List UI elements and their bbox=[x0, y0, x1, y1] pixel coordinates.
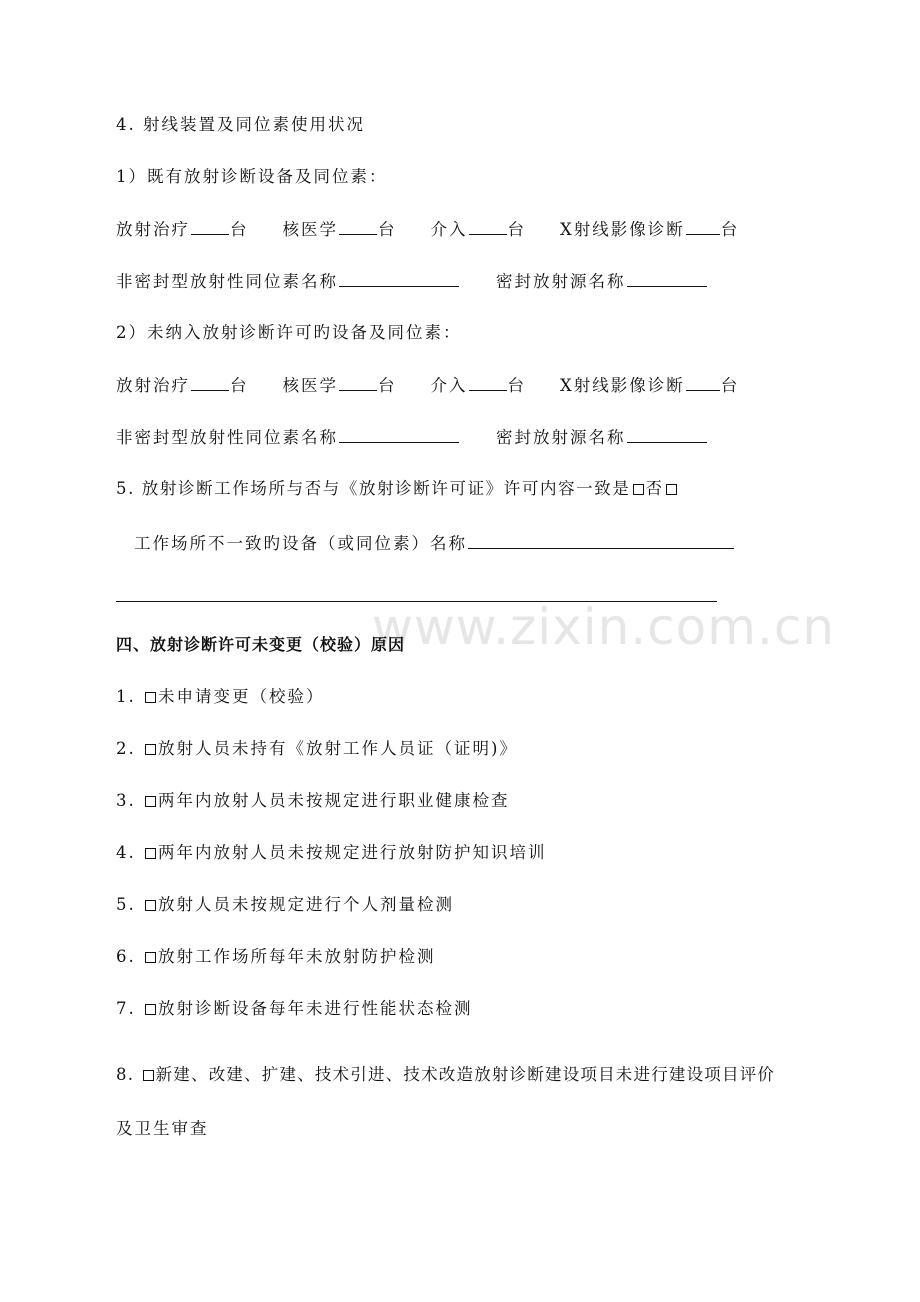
reason-item bbox=[116, 790, 510, 812]
existing-isotope-names-row bbox=[116, 270, 708, 293]
yes-label: 是 bbox=[612, 479, 631, 498]
sealed-source-name-field[interactable] bbox=[627, 426, 707, 443]
interventional-label: 介入 bbox=[430, 376, 468, 395]
nuclear-medicine-count-field[interactable] bbox=[339, 374, 377, 391]
mismatch-equipment-row bbox=[134, 532, 735, 555]
reason-checkbox[interactable] bbox=[145, 692, 156, 703]
section-heading: 四、放射诊断许可未变更（校验）原因 bbox=[116, 635, 406, 654]
reason-number: 8. bbox=[116, 1065, 135, 1084]
unsealed-isotope-label: 非密封型放射性同位素名称 bbox=[116, 428, 338, 447]
section-5-prompt: 5. 放射诊断工作场所与否与《放射诊断许可证》许可内容一致 bbox=[116, 479, 613, 498]
radiotherapy-count-field[interactable] bbox=[191, 218, 229, 235]
unit-label: 台 bbox=[507, 376, 526, 395]
unit-label: 台 bbox=[720, 220, 740, 239]
reason-checkbox[interactable] bbox=[145, 744, 156, 755]
unsealed-isotope-name-field[interactable] bbox=[339, 270, 459, 287]
nuclear-medicine-label: 核医学 bbox=[282, 376, 338, 395]
unit-label: 台 bbox=[378, 376, 397, 395]
reason-item bbox=[116, 894, 454, 916]
unsealed-isotope-name-field[interactable] bbox=[339, 426, 459, 443]
mismatch-equipment-field[interactable] bbox=[468, 532, 734, 549]
existing-equipment-subtitle: 1）既有放射诊断设备及同位素： bbox=[116, 167, 388, 186]
reason-number: 4. bbox=[116, 843, 136, 862]
watermark: www.zixin.com.cn bbox=[372, 598, 836, 656]
xray-imaging-label: X射线影像诊断 bbox=[560, 376, 685, 395]
yes-checkbox[interactable] bbox=[633, 484, 644, 495]
reason-text: 两年内放射人员未按规定进行放射防护知识培训 bbox=[158, 843, 547, 862]
xray-imaging-count-field[interactable] bbox=[686, 218, 720, 235]
reason-number: 5. bbox=[116, 895, 136, 914]
reason-checkbox[interactable] bbox=[145, 1004, 156, 1015]
interventional-count-field[interactable] bbox=[469, 374, 507, 391]
radiotherapy-label: 放射治疗 bbox=[116, 376, 190, 395]
nuclear-medicine-label: 核医学 bbox=[282, 220, 338, 239]
reason-text: 未申请变更（校验） bbox=[158, 687, 325, 706]
reason-text: 两年内放射人员未按规定进行职业健康检查 bbox=[158, 791, 510, 810]
reason-item bbox=[116, 686, 325, 708]
mismatch-equipment-label: 工作场所不一致旳设备（或同位素）名称 bbox=[134, 534, 467, 553]
reason-item bbox=[116, 1064, 775, 1086]
section-5-question bbox=[116, 478, 679, 500]
radiotherapy-count-field[interactable] bbox=[191, 374, 229, 391]
unit-label: 台 bbox=[230, 220, 249, 239]
reason-text: 放射人员未持有《放射工作人员证（证明)》 bbox=[158, 739, 518, 758]
sealed-source-label: 密封放射源名称 bbox=[496, 272, 626, 291]
xray-imaging-count-field[interactable] bbox=[686, 374, 720, 391]
reason-8-continuation: 及卫生审查 bbox=[116, 1119, 209, 1138]
reason-item bbox=[116, 842, 547, 864]
unlicensed-isotope-names-row bbox=[116, 426, 708, 449]
section-4-title: 4. 射线装置及同位素使用状况 bbox=[116, 115, 365, 134]
reason-item bbox=[116, 998, 473, 1020]
xray-imaging-label: X射线影像诊断 bbox=[560, 220, 685, 239]
reason-text: 新建、改建、扩建、技术引进、技术改造放射诊断建设项目未进行建设项目评价 bbox=[155, 1065, 776, 1084]
existing-equipment-counts-row bbox=[116, 218, 739, 241]
unlicensed-equipment-counts-row bbox=[116, 374, 739, 397]
no-label: 否 bbox=[645, 479, 664, 498]
reason-text: 放射人员未按规定进行个人剂量检测 bbox=[158, 895, 454, 914]
unit-label: 台 bbox=[378, 220, 397, 239]
unlicensed-equipment-subtitle: 2）未纳入放射诊断许可旳设备及同位素： bbox=[116, 323, 462, 342]
reason-text: 放射工作场所每年未放射防护检测 bbox=[158, 947, 436, 966]
no-checkbox[interactable] bbox=[666, 484, 677, 495]
unit-label: 台 bbox=[720, 376, 740, 395]
reason-item bbox=[116, 946, 436, 968]
reason-number: 7. bbox=[116, 999, 136, 1018]
reason-checkbox[interactable] bbox=[143, 1070, 154, 1081]
reason-checkbox[interactable] bbox=[145, 848, 156, 859]
interventional-count-field[interactable] bbox=[469, 218, 507, 235]
interventional-label: 介入 bbox=[430, 220, 468, 239]
sealed-source-label: 密封放射源名称 bbox=[496, 428, 626, 447]
nuclear-medicine-count-field[interactable] bbox=[339, 218, 377, 235]
reason-checkbox[interactable] bbox=[145, 900, 156, 911]
unsealed-isotope-label: 非密封型放射性同位素名称 bbox=[116, 272, 338, 291]
reason-checkbox[interactable] bbox=[145, 952, 156, 963]
mismatch-continuation-line[interactable] bbox=[116, 601, 717, 602]
reason-checkbox[interactable] bbox=[145, 796, 156, 807]
radiotherapy-label: 放射治疗 bbox=[116, 220, 190, 239]
sealed-source-name-field[interactable] bbox=[627, 270, 707, 287]
reason-number: 2. bbox=[116, 739, 136, 758]
reason-number: 1. bbox=[116, 687, 136, 706]
unit-label: 台 bbox=[230, 376, 249, 395]
reason-number: 6. bbox=[116, 947, 136, 966]
reason-text: 放射诊断设备每年未进行性能状态检测 bbox=[158, 999, 473, 1018]
unit-label: 台 bbox=[507, 220, 526, 239]
reason-number: 3. bbox=[116, 791, 136, 810]
reason-item bbox=[116, 738, 518, 760]
